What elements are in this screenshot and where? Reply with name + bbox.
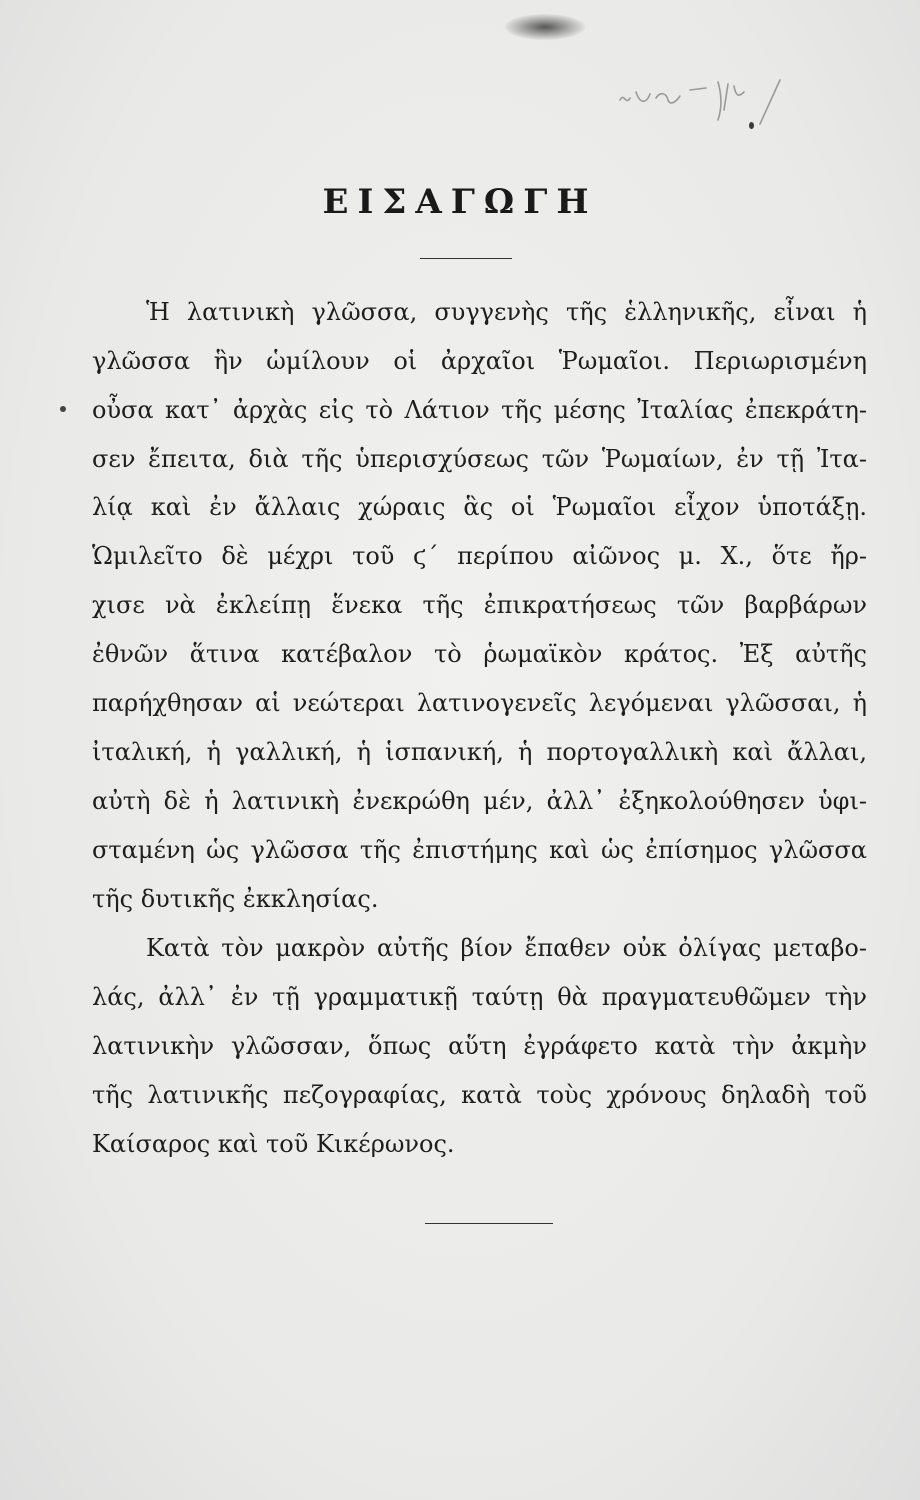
text-line: λάς, ἀλλ᾽ ἐν τῇ γραμματικῇ ταύτῃ θὰ πραγματευθῶμεν τὴν xyxy=(92,983,867,1011)
text-line: ἐθνῶν ἅτινα κατέβαλον τὸ ῥωμαϊκὸν κράτος. Ἐξ αὐτῆς xyxy=(92,640,867,668)
chapter-title: ΕΙΣΑΓΩΓΗ xyxy=(322,182,598,222)
text-line: παρήχθησαν αἱ νεώτεραι λατινογενεῖς λεγόμεναι γλῶσσαι, ἡ xyxy=(92,689,867,717)
text-line: σεν ἔπειτα, διὰ τῆς ὑπερισχύσεως τῶν Ῥωμαίων, ἐν τῇ Ἰτα- xyxy=(92,445,867,473)
text-line: ἰταλική, ἡ γαλλική, ἡ ἱσπανική, ἡ πορτογαλλικὴ καὶ ἄλλαι, xyxy=(92,738,867,766)
text-line: τῆς δυτικῆς ἐκκλησίας. xyxy=(92,885,379,913)
text-line: χισε νὰ ἐκλείπῃ ἕνεκα τῆς ἐπικρατήσεως τῶν βαρβάρων xyxy=(92,591,867,619)
text-line: γλῶσσα ἣν ὡμίλουν οἱ ἀρχαῖοι Ῥωμαῖοι. Περιωρισμένη xyxy=(92,347,867,375)
ink-speck xyxy=(749,122,754,129)
text-line: οὖσα κατ᾽ ἀρχὰς εἰς τὸ Λάτιον τῆς μέσης Ἰταλίας ἐπεκράτη- xyxy=(92,396,867,424)
end-rule xyxy=(425,1223,553,1224)
text-line: αὐτὴ δὲ ἡ λατινικὴ ἐνεκρώθη μέν, ἀλλ᾽ ἐξηκολούθησεν ὑφι- xyxy=(92,787,867,815)
pencil-annotation xyxy=(610,62,830,132)
text-line: Ἡ λατινικὴ γλῶσσα, συγγενὴς τῆς ἑλληνικῆς, εἶναι ἡ xyxy=(146,298,867,326)
title-rule xyxy=(420,258,512,259)
text-line: τῆς λατινικῆς πεζογραφίας, κατὰ τοὺς χρόνους δηλαδὴ τοῦ xyxy=(92,1081,867,1109)
margin-mark xyxy=(60,406,66,412)
ink-smudge xyxy=(505,14,585,40)
text-line: Κατὰ τὸν μακρὸν αὐτῆς βίον ἔπαθεν οὐκ ὀλίγας μεταβο- xyxy=(146,934,867,962)
text-line: λίᾳ καὶ ἐν ἄλλαις χώραις ἃς οἱ Ῥωμαῖοι εἶχον ὑποτάξῃ. xyxy=(92,493,867,521)
text-line: σταμένη ὡς γλῶσσα τῆς ἐπιστήμης καὶ ὡς ἐπίσημος γλῶσσα xyxy=(92,836,867,864)
text-line: Καίσαρος καὶ τοῦ Κικέρωνος. xyxy=(92,1130,455,1158)
text-line: λατινικὴν γλῶσσαν, ὅπως αὕτη ἐγράφετο κατὰ τὴν ἀκμὴν xyxy=(92,1032,867,1060)
text-line: Ὡμιλεῖτο δὲ μέχρι τοῦ ϛ´ περίπου αἰῶνος μ. Χ., ὅτε ἤρ- xyxy=(92,542,867,570)
